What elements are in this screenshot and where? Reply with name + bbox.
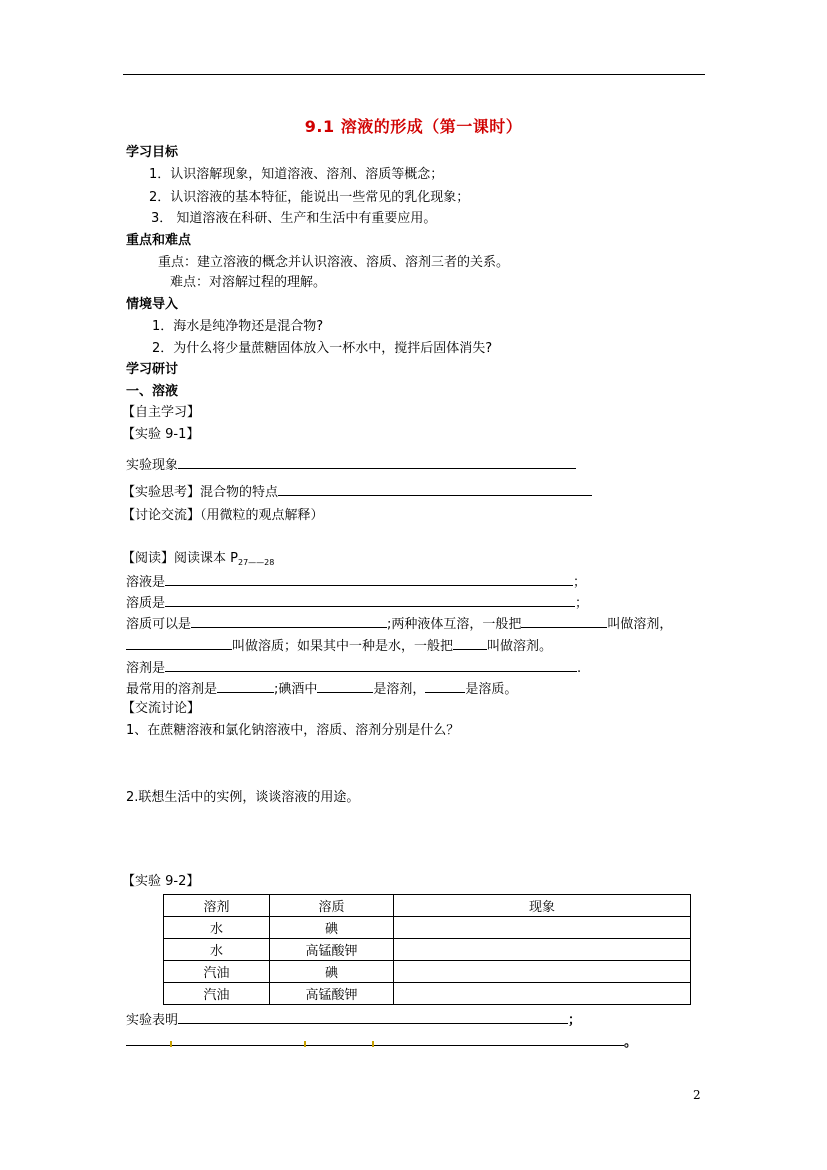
liquid-solute-blank[interactable] <box>126 636 232 650</box>
header-solvent: 溶剂 <box>164 895 270 917</box>
exchange-question-1: 1、在蔗糖溶液和氯化钠溶液中，溶质、溶剂分别是什么？ <box>126 723 460 738</box>
is-solute-text: 是溶质。 <box>465 682 518 697</box>
solute-semicolon: ； <box>575 596 589 611</box>
cell-solute: 高锰酸钾 <box>270 983 394 1005</box>
tick-mark <box>304 1041 306 1047</box>
exchange-question-2: 2.联想生活中的实例，谈谈溶液的用途。 <box>126 790 360 805</box>
iodine-tincture-text: ;碘酒中 <box>274 682 318 697</box>
tick-mark <box>170 1041 172 1047</box>
intro-question-2: 2．为什么将少量蔗糖固体放入一杯水中，搅拌后固体消失? <box>152 341 493 356</box>
solute-blank[interactable] <box>165 593 575 607</box>
exchange-label: 【交流讨论】 <box>122 701 201 716</box>
difficult-point: 难点：对溶解过程的理解。 <box>170 275 327 290</box>
solvent-label: 溶剂是 <box>126 661 166 676</box>
intro-question-1: 1．海水是纯净物还是混合物? <box>152 319 324 334</box>
key-point: 重点：建立溶液的概念并认识溶液、溶质、溶剂三者的关系。 <box>158 255 510 270</box>
objectives-heading: 学习目标 <box>126 145 179 160</box>
conclusion-period: 。 <box>624 1035 638 1050</box>
water-blank[interactable] <box>453 636 487 650</box>
intro-heading: 情境导入 <box>126 297 179 312</box>
objective-3: 3． 知道溶液在科研、生产和生活中有重要应用。 <box>151 211 437 226</box>
common-solvent-line <box>126 679 517 699</box>
cell-solvent: 水 <box>164 917 270 939</box>
solution-label: 溶液是 <box>126 575 166 590</box>
common-solvent-blank[interactable] <box>217 679 274 693</box>
common-solvent-label: 最常用的溶剂是 <box>126 682 218 697</box>
solute-label: 溶质是 <box>126 596 166 611</box>
phenomenon-line <box>126 455 576 475</box>
solute-types-blank[interactable] <box>191 614 387 628</box>
reading-line <box>122 550 274 572</box>
cell-phenomenon[interactable] <box>394 939 691 961</box>
solvent-dot: . <box>577 661 582 676</box>
answer-line-marks <box>126 1041 626 1051</box>
cell-phenomenon[interactable] <box>394 983 691 1005</box>
key-points-heading: 重点和难点 <box>126 233 192 248</box>
called-solvent-text: 叫做溶剂， <box>607 617 673 632</box>
cell-solvent: 汽油 <box>164 983 270 1005</box>
liquid-solute-line <box>126 636 552 656</box>
solvent-blank[interactable] <box>165 658 577 672</box>
solution-definition-line <box>126 572 586 592</box>
tincture-solvent-blank[interactable] <box>317 679 373 693</box>
study-heading: 学习研讨 <box>126 362 179 377</box>
conclusion-blank-1[interactable] <box>178 1010 568 1024</box>
solute-types-label: 溶质可以是 <box>126 617 192 632</box>
tick-mark <box>372 1041 374 1047</box>
solvent-definition-line <box>126 658 581 678</box>
table-row <box>164 961 691 983</box>
table-row <box>164 939 691 961</box>
experiment-table <box>163 894 691 1005</box>
is-solvent-text: 是溶剂， <box>373 682 426 697</box>
tincture-solute-blank[interactable] <box>425 679 465 693</box>
cell-phenomenon[interactable] <box>394 961 691 983</box>
page-title: 9.1 溶液的形成（第一课时） <box>304 117 523 136</box>
objective-2: 2．认识溶液的基本特征，能说出一些常见的乳化现象； <box>149 190 470 205</box>
header-phenomenon: 现象 <box>394 895 691 917</box>
self-study-label: 【自主学习】 <box>122 405 201 420</box>
reading-label: 【阅读】阅读课本 P <box>122 551 238 566</box>
experiment-2-label: 【实验 9-2】 <box>122 874 200 889</box>
cell-phenomenon[interactable] <box>394 917 691 939</box>
page-number: 2 <box>693 1088 701 1102</box>
solute-definition-line <box>126 593 588 613</box>
think-blank[interactable] <box>278 482 592 496</box>
table-row <box>164 917 691 939</box>
solution-blank[interactable] <box>165 572 573 586</box>
phenomenon-label: 实验现象 <box>126 458 179 473</box>
cell-solute: 高锰酸钾 <box>270 939 394 961</box>
two-liquids-text: ;两种液体互溶，一般把 <box>387 617 522 632</box>
conclusion-label: 实验表明 <box>126 1013 179 1028</box>
cell-solute: 碘 <box>270 961 394 983</box>
phenomenon-blank[interactable] <box>178 455 576 469</box>
solution-semicolon: ； <box>573 575 587 590</box>
conclusion-semicolon: ； <box>568 1013 582 1028</box>
header-rule <box>123 74 705 75</box>
cell-solvent: 汽油 <box>164 961 270 983</box>
solute-types-line <box>126 614 672 634</box>
conclusion-line <box>126 1010 581 1030</box>
liquid-solvent-blank[interactable] <box>521 614 607 628</box>
reading-pages: 27——28 <box>237 558 275 567</box>
header-solute: 溶质 <box>270 895 394 917</box>
experiment-1-label: 【实验 9-1】 <box>122 427 200 442</box>
cell-solute: 碘 <box>270 917 394 939</box>
think-label: 【实验思考】混合物的特点 <box>122 485 279 500</box>
table-row <box>164 983 691 1005</box>
table-header-row <box>164 895 691 917</box>
part1-heading: 一、溶液 <box>126 384 179 399</box>
called-solvent2-text: 叫做溶剂。 <box>487 639 553 654</box>
called-solute-text: 叫做溶质；如果其中一种是水，一般把 <box>232 639 454 654</box>
think-line <box>122 482 592 502</box>
objective-1: 1．认识溶解现象，知道溶液、溶剂、溶质等概念； <box>149 167 444 182</box>
discussion-label: 【讨论交流】（用微粒的观点解释） <box>122 508 324 523</box>
cell-solvent: 水 <box>164 939 270 961</box>
